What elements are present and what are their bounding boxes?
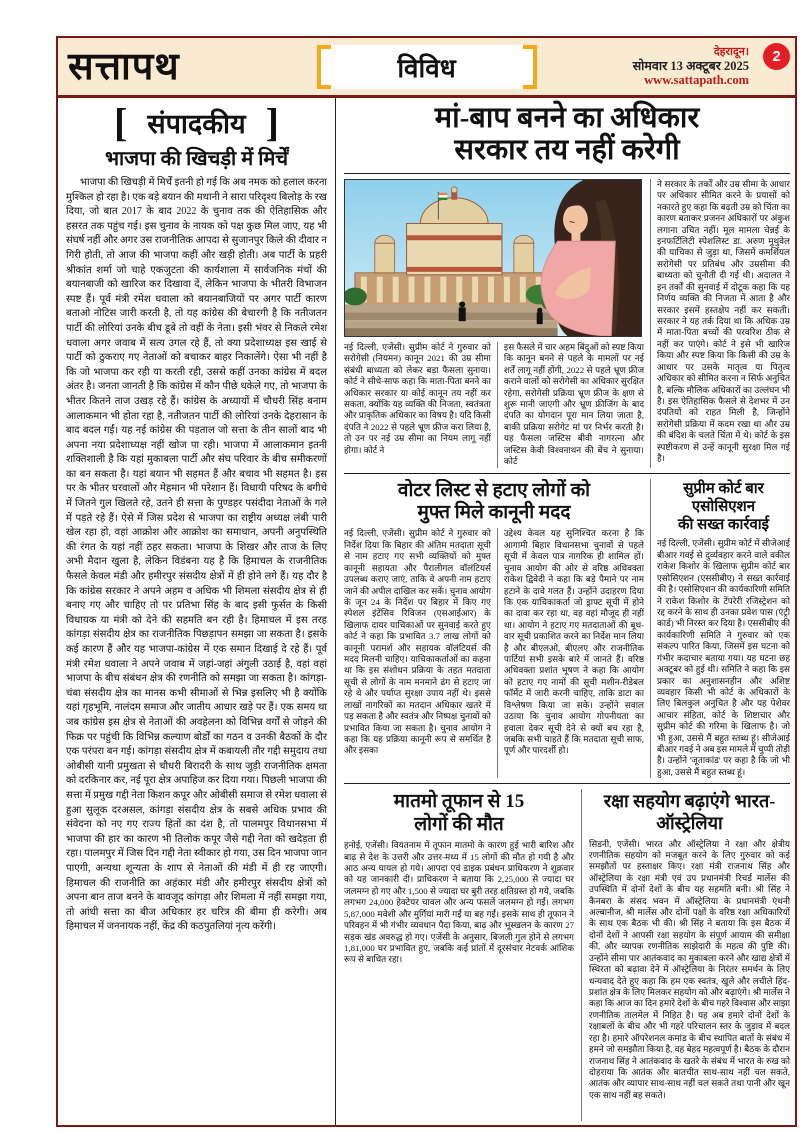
scba-headline-line2: की सख्त कार्रवाई <box>677 517 770 534</box>
scba-headline <box>657 480 790 535</box>
voter-headline <box>344 480 644 525</box>
scba-headline-line1: सुप्रीम कोर्ट बार एसोसिएशन <box>683 480 764 515</box>
storm-headline-line1: मातमो तूफान से 15 <box>393 791 525 813</box>
voter-headline-line1: वोटर लिस्ट से हटाए लोगों को <box>397 479 591 501</box>
scba-body: नई दिल्ली, एजेंसी। सुप्रीम कोर्ट में सीजेआई बीआर गवई से दुर्व्यवहार करने वाले वकील राकेश किशोर के खिलाफ सुप्रीम कोर्ट बार एसोसिएशन (एससीबीए) ने सख्त कार्रवाई की है। एसोसिएशन की कार्यकारिणी समिति ने राकेश किशोर के टेंपरेरी रजिस्ट्रेशन को रद्द करने के साथ ही उनका प्रवेश पास (एंट्री कार्ड) भी निरस्त कर दिया है। एससीबीए की कार्यकारिणी समिति ने गुरुवार को एक संकल्प पारित किया, जिसमें इस घटना को गंभीर कदाचार बताया गया। यह घटना छह अक्टूबर को हुई थी। समिति ने कहा कि इस प्रकार का अनुशासनहीन और अशिष्ट व्यवहार किसी भी कोर्ट के अधिकारों के लिए बिलकुल अनुचित है और यह पेशेवर आचार संहिता, कोर्ट के शिष्टाचार और सुप्रीम कोर्ट की गरिमा के खिलाफ है। जो भी हुआ, उससे मैं बहुत स्तब्ध हूं। सीजेआई बीआर गवई ने अब इस मामले में चुप्पी तोड़ी है। उन्होंने 'जूताकांड' पर कहा है कि जो भी हुआ, उससे मैं बहुत स्तब्ध हूं। <box>657 538 790 777</box>
lead-story-columns <box>344 342 644 468</box>
section-divider-2 <box>344 783 790 784</box>
lead-story-col3: ने सरकार के तर्कों और उम्र सीमा के आधार पर अधिकार सीमित करने के प्रयासों को नकारते हुए कहा कि बढ़ती उम्र को चिंता का कारण बताकर प्रजनन अधिकारों पर अंकुश लगाना उचित नहीं। मूल मामला चेन्नई के इनफर्टिलिटी स्पेशलिस्ट डा. अरुण मुथुवेल की याचिका से जुड़ा था, जिसमें कमर्शियल सरोगेसी पर प्रतिबंध और उम्रसीमा की बाध्यता को चुनौती दी गई थी। अदालत ने इन तर्कों की सुनवाई में दोटूक कहा कि यह निर्णय व्यक्ति की निजता में आता है और सरकार इसमें हस्तक्षेप नहीं कर सकती। सरकार ने यह तर्क दिया था कि अधिक उम्र में माता-पिता बच्चों की परवरिश ठीक से नहीं कर पाएंगे। कोर्ट ने इसे भी खारिज किया और स्पष्ट किया कि किसी की उम्र के आधार पर उसके मातृत्व या पितृत्व अधिकार को सीमित करना न सिर्फ अनुचित है, बल्कि मौलिक अधिकारों का उल्लंघन भी है। इस ऐतिहासिक फैसले से देशभर में उन दंपतियों को राहत मिली है, जिन्होंने सरोगेसी प्रक्रिया में कदम रखा था और उम्र की बंदिश के चलते चिंता में थे। कोर्ट के इस स्पष्टीकरण से उन्हें कानूनी सुरक्षा मिल गई है। <box>650 179 790 468</box>
storm-headline <box>344 791 574 836</box>
kicker-label: संपादकीय <box>147 109 246 139</box>
editorial-title: भाजपा की खिचड़ी में मिर्चें <box>104 148 289 170</box>
lead-story-col1: नई दिल्ली, एजेंसी। सुप्रीम कोर्ट ने गुरुवार को सरोगेसी (नियमन) कानून 2021 की उम्र सीमा संबंधी बाध्यता को लेकर बड़ा फैसला सुनाया। कोर्ट ने सीधे-साफ कहा कि माता-पिता बनने का अधिकार सरकार या कोई कानून तय नहीं कर सकता, क्योंकि यह व्यक्ति की निजता, स्वतंत्रता और प्राकृतिक अधिकार का विषय है। यदि किसी दंपति ने 2022 से पहले भ्रूण फ्रीज करा लिया है, तो उन पर नई उम्र सीमा का नियम लागू नहीं होगा। कोर्ट ने <box>344 341 491 455</box>
kicker-bracket-close: ] <box>265 99 279 145</box>
storm-headline-line2: लोगों की मौत <box>414 813 504 835</box>
defence-body: सिडनी, एजेंसी। भारत और ऑस्ट्रेलिया ने रक्षा और क्षेत्रीय रणनीतिक सहयोग को मजबूत करने के लिए गुरुवार को कई समझौतों पर हस्ताक्षर किए। रक्षा मंत्री राजनाथ सिंह और ऑस्ट्रेलिया के रक्षा मंत्री एवं उप प्रधानमंत्री रिचर्ड मार्लेस की उपस्थिति में दोनों देशों के बीच यह सहमति बनी। श्री सिंह ने कैनबरा के संसद भवन में ऑस्ट्रेलिया के प्रधानमंत्री एंथनी अल्बानीज, श्री मार्लेस और दोनों पक्षों के वरिष्ठ रक्षा अधिकारियों के साथ एक बैठक भी की। श्री सिंह ने बताया कि इस बैठक में दोनों देशों ने आपसी रक्षा सहयोग के संपूर्ण आयाम की समीक्षा की, और व्यापक रणनीतिक साझेदारी के महत्व की पुष्टि की। उन्होंने सीमा पार आतंकवाद का मुकाबला करने और खाद्य क्षेत्रों में स्थिरता को बढ़ावा देने में ऑस्ट्रेलिया के निरंतर समर्थन के लिए धन्यवाद देते हुए कहा कि हम एक स्वतंत्र, खुले और लचीले हिंद-प्रशांत क्षेत्र के लिए मिलकर सहयोग को और बढ़ाएंगे। श्री मार्लेस ने कहा कि आज का दिन हमारे देशों के बीच गहरे विश्वास और साझा रणनीतिक तालमेल में निहित है। यह अब हमारे दोनों देशों के रक्षाबलों के बीच और भी गहरे परिचालन स्तर के जुड़ाव में बदल रहा है। हमारे ऑपरेशनल कमांड के बीच स्थापित बातों के संबंध में हमने जो समझौता किया है, वह बेहद महत्वपूर्ण है। बैठक के दौरान राजनाथ सिंह ने आतंकवाद के खतरे के संबंध में भारत के रुख को दोहराया कि आतंक और बातचीत साथ-साथ नहीं चल सकते, आतंक और व्यापार साथ-साथ नहीं चल सकते तथा पानी और खून एक साथ नहीं बह सकते। <box>589 838 790 1100</box>
editorial-kicker <box>66 99 327 145</box>
voter-story-col2: उद्देश्य केवल यह सुनिश्चित करना है कि आगामी बिहार विधानसभा चुनावों से पहले सूची में केवल पात्र नागरिक ही शामिल हों। चुनाव आयोग की ओर से वरिष्ठ अधिवक्ता राकेश द्विवेदी ने कहा कि बड़े पैमाने पर नाम हटाने के दावे गलत हैं। उन्होंने उदाहरण दिया कि एक याचिकाकर्ता जो ड्राफ्ट सूची में होने का दावा कर रहा था, वह वहां मौजूद ही नहीं था। आयोग ने हटाए गए मतदाताओं की बूथ-वार सूची प्रकाशित करने का निर्देश मान लिया है और बीएलओ, बीएलए और राजनीतिक पार्टियां सभी इसके बारे में जानते हैं। वरिष्ठ अधिवक्ता प्रशांत भूषण ने कहा कि आयोग को हटाए गए नामों की सूची मशीन-रीडेबल फॉर्मेट में जारी करनी चाहिए, ताकि डाटा का विश्लेषण किया जा सके। उन्होंने सवाल उठाया कि चुनाव आयोग गोपनीयता का हवाला देकर सूची देने से क्यों बच रहा है, जबकि सभी चाहते हैं कि मतदाता सूची साफ, पूर्ण और पारदर्शी हो। <box>497 528 644 778</box>
lead-story-photo <box>344 179 642 337</box>
middle-stories <box>344 479 790 779</box>
section-label: विविध <box>397 54 456 83</box>
voter-story <box>344 479 644 779</box>
storm-story <box>344 789 582 1121</box>
website-label: www.sattapath.com <box>644 72 749 87</box>
lead-headline-line1: मां-बाप बनने का अधिकार <box>434 102 700 134</box>
lead-headline-line2: सरकार तय नहीं करेगी <box>454 134 680 167</box>
lead-story-col2: इस फैसले में चार अहम बिंदुओं को स्पष्ट किया कि कानून बनने से पहले के मामलों पर नई शर्तें लागू नहीं होंगी, 2022 से पहले भ्रूण फ्रीज कराने वालों को सरोगेसी का अधिकार सुरक्षित रहेगा, सरोगेसी प्रक्रिया भ्रूण फ्रीज के क्षण से शुरू मानी जाएगी और भ्रूण फ्रीजिंग के बाद दंपति का योगदान पूरा मान लिया जाता है, बाकी प्रक्रिया सरोगेट मां पर निर्भर करती है। यह फैसला जस्टिस बीवी नागरत्ना और जस्टिस केवी विश्वनाथन की बेंच ने सुनाया। कोर्ट <box>497 342 644 468</box>
lead-story-left <box>344 179 644 468</box>
kicker-bracket-open: [ <box>114 99 128 145</box>
voter-story-col1: नई दिल्ली, एजेंसी। सुप्रीम कोर्ट ने गुरुवार को निर्देश दिया कि बिहार की अंतिम मतदाता सूची से नाम हटाए गए सभी व्यक्तियों को मुफ्त कानूनी सहायता और पैरालीगल वॉलंटियर्स उपलब्ध कराए जाएं, ताकि वे अपनी नाम हटाए जाने की अपील दाखिल कर सकें। चुनाव आयोग के जून 24 के निर्देश पर बिहार में किए गए स्पेशल इंटेंसिव रिविजन (एसआईआर) के खिलाफ दायर याचिकाओं पर सुनवाई करते हुए कोर्ट ने कहा कि प्रभावित 3.7 लाख लोगों को कानूनी परामर्श और सहायक वॉलंटियर्स की मदद मिलनी चाहिए। याचिकाकर्ताओं का कहना था कि इस संशोधन प्रक्रिया के तहत मतदाता सूची से लोगों के नाम मनमाने ढंग से हटाए जा रहे थे और पर्याप्त सुरक्षा उपाय नहीं थे। इससे लाखों नागरिकों का मतदान अधिकार खतरे में पड़ सकता है और स्वतंत्र और निष्पक्ष चुनावों को प्रभावित किया जा सकता है। चुनाव आयोग ने कहा कि यह प्रक्रिया कानूनी रूप से समर्थित है और इसका <box>344 528 491 756</box>
news-area <box>336 98 795 1125</box>
voter-headline-line2: मुफ्त मिले कानूनी मदद <box>417 501 571 523</box>
bracket-right-icon <box>523 45 537 89</box>
lead-story <box>344 179 790 468</box>
voter-story-columns <box>344 528 644 778</box>
page-content <box>58 98 795 1125</box>
section-box <box>317 45 537 89</box>
defence-headline: रक्षा सहयोग बढ़ाएंगे भारत-ऑस्ट्रेलिया <box>603 791 776 833</box>
editorial-body: भाजपा की खिचड़ी में मिर्चें इतनी हो गई कि अब नमक को हलाल करना मुश्किल हो रहा है। एक बड़े बयान की मथानी ने सारा परिदृश्य बिलोड़ के रख दिया, जो बात 2017 के बाद 2022 के चुनाव तक की ऐतिहासिक और हसरत तक पहुंच गई। इस चुनाव के नायक को पक्ष कुछ मिल जाए, यह भी संघर्ष नहीं और अगर उस राजनीतिक आपदा से सुजानपुर किले की दीवार न गिरी होती, तो आज की भाजपा कहीं और खड़ी होती। अब पार्टी के प्रहरी श्रीकांत शर्मा जो चाहे एकजुटता की कार्यशाला में सार्वजनिक मंचों की बयानबाजी को खारिज कर दिखावा दें, लेकिन भाजपा के भीतरी विभाजन स्पष्ट हैं। पूर्व मंत्री रमेश धवाला को बयानबाजियों पर अगर पार्टी कारण बताओ नोटिस जारी करती है, तो यह कांग्रेस की बेचारगी है कि नतीजतन पार्टी की लोरियां उनके बीच डूबे तो वहीं के नेता। इसी भंवर से निकले रमेश धवाला अगर जवाब में सत्य उगल रहे हैं, तो क्या प्रदेशाध्यक्ष इस खाई से पार्टी को ठुकराए गए नेताओं को बचाकर बाहर निकालेंगे। ऐसा भी नहीं है कि जो भाजपा कर रही या करती रही, उससे कहीं उनका कांग्रेस में बदल अंतर है। जनता जानती है कि कांग्रेस में कौन पीछे धकेले गए, तो भाजपा के भीतर कितने ताज उखड़ रहे हैं। कांग्रेस के अध्यायों में चौधरी सिंह बनाम आलाकमान भी होता रहा है, नतीजतन पार्टी की लोरियां उनके देहरासान के बाद बदल गईं। यह नई कांग्रेस की पड़ताल जो सत्ता के तीन सालों बाद भी अपना नया प्रदेशाध्यक्ष नहीं खोज पा रही। भाजपा में आलाकमान इतनी शक्तिशाली है कि यहां मुकाबला पार्टी और संघ परिवार के बीच समीकरणों का बन सकता है। यहां बयान भी सहमत हैं और बचाव भी सहमत है। इस पर के भीतर घरवालों और मेहमान भी परेशान हैं। विधायी परिषद के बगीचे में जितने गुल खिलते रहे, उतने ही सत्ता के पुण्डहर पसंदीदा नेताओं के गले में पड़ते रहे हैं। ऐसे में जिस प्रदेश से भाजपा का राष्ट्रीय अध्यक्ष लंबी पारी खेल रहा हो, वहां आक्रोश और आक्रोश का समाधान, अपनी अनुपस्थिति की रंगत के यहां नहीं ठहर सकता। भाजपा के शिखर और ताज के लिए अभी मैदान खुला है, लेकिन विडंबना यह है कि हिमाचल के राजनीतिक फैसले केवल मंडी और हमीरपुर संसदीय क्षेत्रों में ही होने लगे हैं। यह दौर है कि कांग्रेस सरकार ने अपने अहम व अधिक भी शिमला संसदीय क्षेत्र से ही बनाए गए और चाहिए तो पर प्रतिभा सिंह के बाद इसी फुर्सत के किसी विधायक या मंत्री को देने की सहमति बन रही है। हिमाचल में इस तरह कांगड़ा संसदीय क्षेत्र का राजनीतिक पिछड़ापन समझा जा सकता है। इसके कई कारण हैं और यह भाजपा-कांग्रेस में एक समान दिखाई दे रहे हैं। पूर्व मंत्री रमेश धवाला ने अपने जवाब में जहां-जहां अंगुली उठाई है, वहां वहां भाजपा के बीच संबंधन क्षेत्र की रणनीति को समझा जा सकता है। कांगड़ा-चंबा संसदीय क्षेत्र का मानस कभी सीमाओं से भिन्न इसलिए भी है क्योंकि यहां गृहभूमि, नालंदम समाज और जातीय आधार खड़े पर हैं। एक समय था जब कांग्रेस इस क्षेत्र से नेताओं की अवहेलना को विभिन्न वर्गों से जोड़ने की फिक्र पर पहुंची कि विभिन्न कल्याण बोर्डों का गठन व उनकी बैठकों के दौर एक परंपरा बन गई। कांगड़ा संसदीय क्षेत्र में कबायली तौर गद्दी समुदाय तथा ओबीसी यानी प्रमुखता से चौधरी बिरादरी के साथ जुड़ी राजनीतिक क्षमता को दरकिनार कर, नई पूरा क्षेत्र अपाहिज कर दिया गया। पिछली भाजपा की सत्ता में प्रमुख गद्दी नेता किशन कपूर और ओबीसी समाज से रमेश धवाला से हुआ सुलूक दरअसल, कांगड़ा संसदीय क्षेत्र के सबसे अधिक प्रभाव की संवेदना को नए गए राज्य हितों का दंश है, तो पालमपुर विधानसभा में भाजपा की हार का कारण भी तिलोक कपूर जैसे गद्दी नेता को खदेड़ता ही रहा। पालमपुर में जिस दिन गद्दी नेता स्वीकार हो गया, उस दिन भाजपा जान पाएगी, अन्यथा शून्यता के शाप से नेताओं की मंडी में ही रह जाएगी। हिमाचल की राजनीति का अहंकार मंडी और हमीरपुर संसदीय क्षेत्रों को अपना बान ताज बनने के बावजूद कांगड़ा और शिमला में नहीं समझा गया, तो आंधी सत्ता का बीज अधिकार हर चरित्र की बीमा ही करेगी। अब हिमाचल में जननायक नहीं, केंद्र की कठपुतलियां नृत्य करेंगी। <box>66 177 327 933</box>
storm-body: हनोई, एजेंसी। वियतनाम में तूफान मातमो के कारण हुई भारी बारिश और बाढ़ से देश के उत्तरी और उत्तर-मध्य में 15 लोगों की मौत हो गयी है और आठ अन्य घायल हो गये। आपदा एवं डाइक प्रबंधन प्राधिकरण ने शुक्रवार को यह जानकारी दी। प्राधिकरण ने बताया कि 2,25,000 से ज्यादा घर जलमग्न हो गए और 1,500 से ज्यादा घर बुरी तरह क्षतिग्रस्त हो गये, जबकि लगभग 24,000 हेक्टेयर चावल और अन्य फसलें जलमग्न हो गईं। लगभग 5,87,000 मवेशी और मुर्गियां मारी गईं या बह गईं। इसके साथ ही तूफान ने परिवहन में भी गंभीर व्यवधान पैदा किया, बाढ़ और भूस्खलन के कारण 27 सड़क खंड अवरुद्ध हो गए। एजेंसी के अनुसार, बिजली गुल होने से लगभग 1,81,000 घर प्रभावित हुए, जबकि कई प्रांतों में दूरसंचार नेटवर्क आंशिक रूप से बाधित रहा। <box>344 840 574 965</box>
lead-headline <box>344 100 790 174</box>
editorial-column <box>58 98 336 1125</box>
bracket-left-icon <box>317 45 331 89</box>
newspaper-page <box>56 36 797 1127</box>
page-number-badge: 2 <box>763 43 790 70</box>
supreme-court-pregnant-woman-illustration <box>345 180 641 336</box>
masthead-title: सत्तापथ <box>68 45 180 88</box>
section-divider <box>344 473 790 474</box>
date-label: सोमवार 13 अक्टूबर 2025 <box>632 58 749 73</box>
page-header <box>58 38 795 98</box>
defence-story <box>582 789 790 1121</box>
city-label: देहरादून। <box>713 46 749 59</box>
bottom-stories <box>344 789 790 1121</box>
scba-story <box>650 479 790 779</box>
dateline-block <box>633 46 785 86</box>
